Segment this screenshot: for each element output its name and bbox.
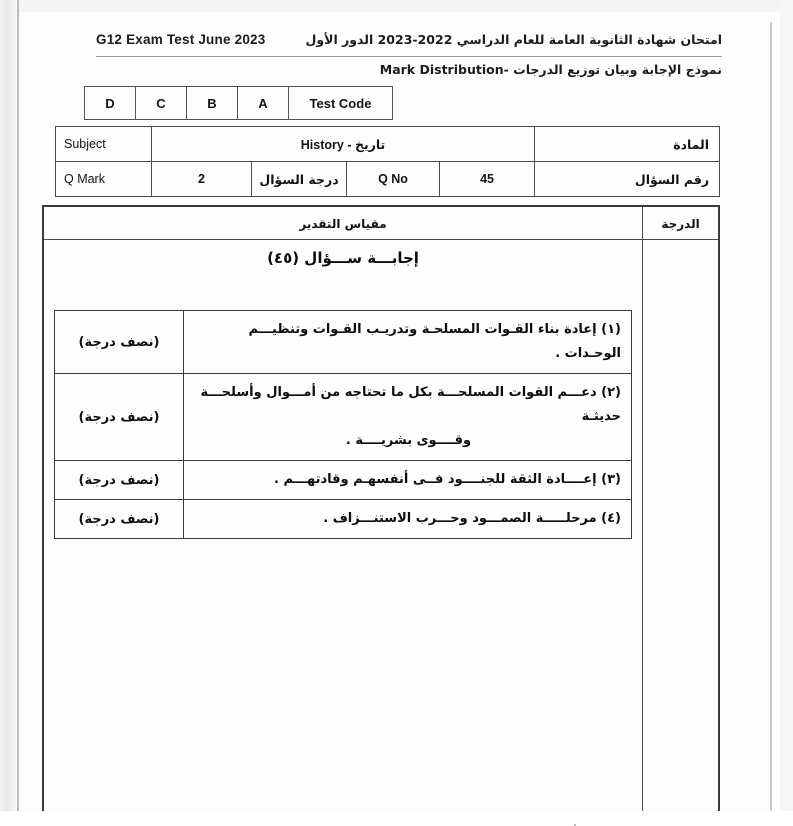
test-code-table [84, 86, 393, 120]
q-mark-value: 2 [152, 162, 252, 197]
scan-artifact-top [0, 0, 793, 12]
q-no-label-arabic: رقم السؤال [535, 162, 720, 197]
table-row-subject [56, 127, 720, 162]
scan-artifact-right-edge [780, 0, 793, 811]
grading-header-row [44, 207, 718, 240]
mark-distribution-subtitle: نموذج الإجابة وبيان توزيع الدرجات -Mark Distribution [379, 62, 722, 77]
answer-points-table [54, 310, 632, 539]
answer-mark-1: (نصف درجة) [55, 311, 184, 374]
answer-point-2-line2: وقــــوى بشريــــة . [345, 433, 472, 449]
grading-scale-header: مقياس التقدير [299, 216, 387, 231]
answer-mark-4: (نصف درجة) [55, 500, 184, 539]
subject-value: History - تاريخ [152, 127, 535, 162]
table-row [55, 461, 632, 500]
answer-point-1 [184, 311, 632, 374]
grade-column-divider [642, 240, 643, 811]
table-row [55, 500, 632, 539]
answer-point-3-line1: (٣) إعــــادة الثقة للجنــــود فــى أنفسهـم وقادتهـــم . [274, 472, 621, 488]
exam-info-table [55, 126, 720, 197]
table-row [55, 374, 632, 461]
scan-artifact-left-line [17, 0, 19, 811]
answer-point-4 [184, 500, 632, 539]
q-no-label-english: Q No [347, 162, 440, 197]
answer-point-4-line1: (٤) مرحلـــــة الصمـــود وحـــرب الاستنـــزاف . [323, 511, 621, 527]
table-row [55, 311, 632, 374]
answer-title: إجابـــة ســـؤال (٤٥) [267, 249, 419, 267]
test-code-cell-a[interactable]: A [238, 87, 289, 120]
scan-artifact-right-line [770, 22, 772, 811]
grade-column-header: الدرجة [642, 207, 718, 240]
answer-point-3 [184, 461, 632, 500]
answer-point-1-line1: (١) إعادة بناء القـوات المسلحـة وتدريـب القـوات وتنظيـــم الوحـدات . [248, 322, 621, 362]
answer-point-2-line1: (٢) دعـــم القوات المسلحـــة بكل ما تحتاجه من أمـــوال وأسلحـــة حديثـة [200, 385, 621, 425]
answer-mark-3: (نصف درجة) [55, 461, 184, 500]
test-code-label: Test Code [289, 87, 393, 120]
table-row-question [56, 162, 720, 197]
q-mark-label-arabic: درجة السؤال [252, 162, 347, 197]
q-no-value: 45 [440, 162, 535, 197]
test-code-cell-b[interactable]: B [187, 87, 238, 120]
table-row [85, 87, 393, 120]
exam-title-arabic: امتحان شهادة الثانوية العامة للعام الدراسي 2022-2023 الدور الأول [305, 32, 722, 47]
scan-artifact-left-edge [0, 0, 18, 811]
exam-title-english: G12 Exam Test June 2023 [96, 32, 266, 47]
test-code-cell-d[interactable]: D [85, 87, 136, 120]
subject-label-arabic: المادة [535, 127, 720, 162]
test-code-cell-c[interactable]: C [136, 87, 187, 120]
subject-label-english: Subject [56, 127, 152, 162]
answer-mark-2: (نصف درجة) [55, 374, 184, 461]
answer-point-2 [184, 374, 632, 461]
q-mark-label-english: Q Mark [56, 162, 152, 197]
header-divider-rule [96, 56, 722, 57]
grading-frame [42, 205, 720, 811]
document-header [96, 32, 722, 54]
